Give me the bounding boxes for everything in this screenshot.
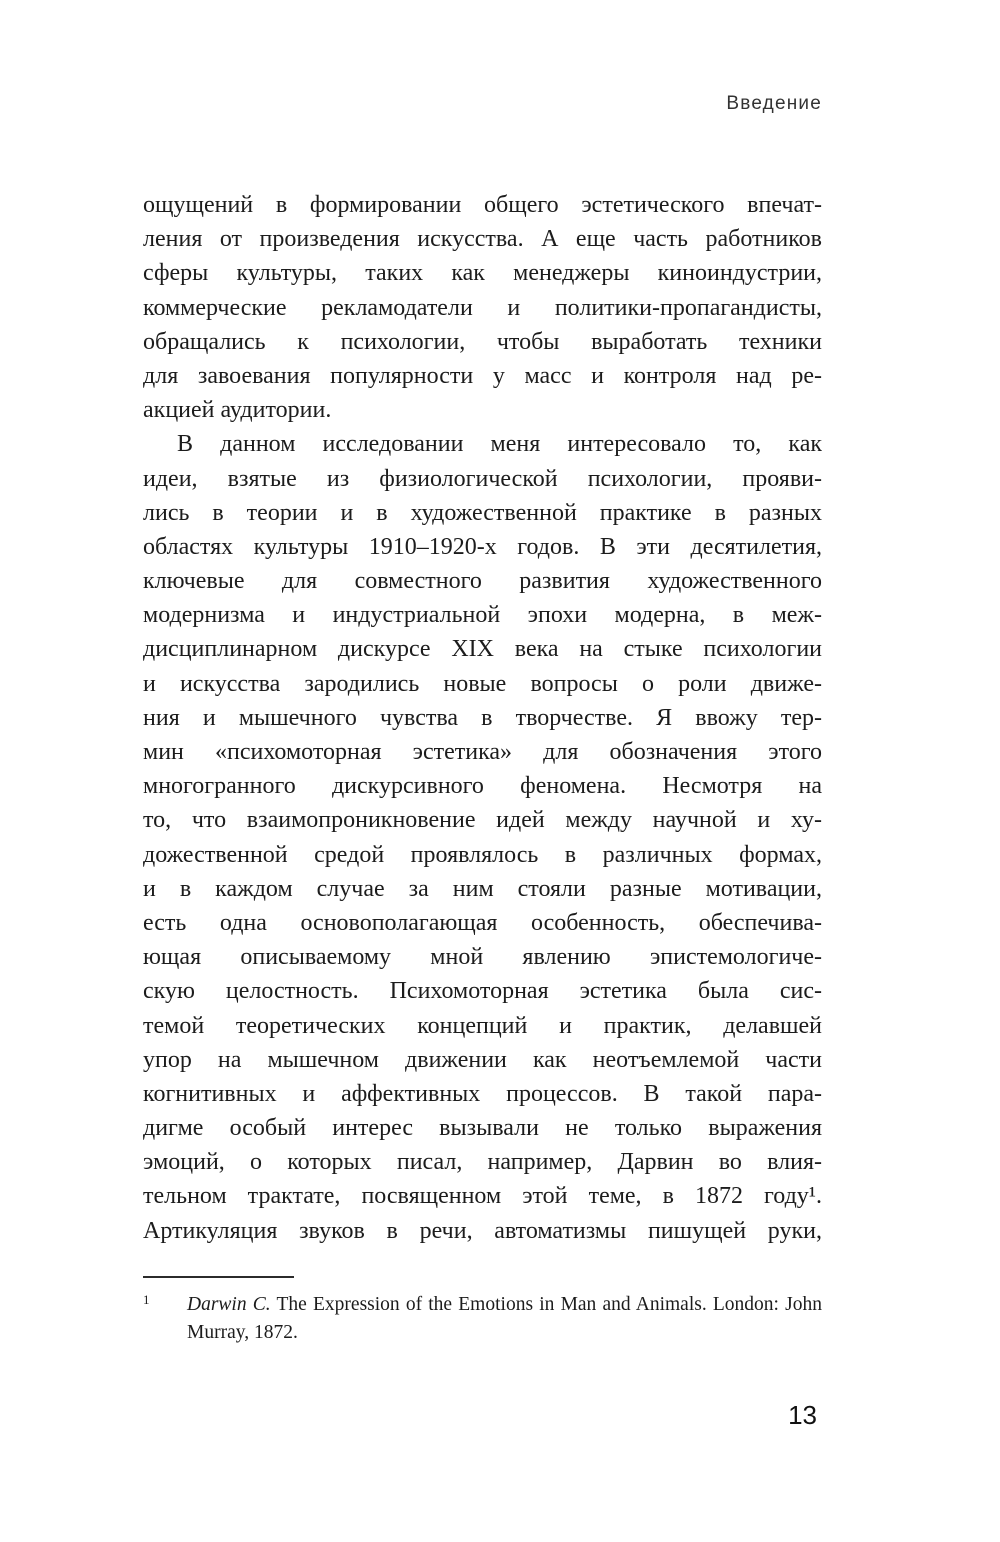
text-line: многогранного дискурсивного феномена. Несмотря на <box>143 773 822 800</box>
text-line: дигме особый интерес вызывали не только выражения <box>143 1115 822 1142</box>
text-line: ющая описываемому мной явлению эпистемологиче- <box>143 944 822 971</box>
text-line: дожественной средой проявлялось в различных формах, <box>143 841 822 868</box>
text-line: коммерческие рекламодатели и политики-пропагандисты, <box>143 294 822 321</box>
text-line: то, что взаимопроникновение идей между научной и ху- <box>143 807 822 834</box>
paragraph <box>143 427 822 1248</box>
page-number: 13 <box>788 1400 817 1430</box>
text-line: ключевые для совместного развития художественного <box>143 568 822 595</box>
paragraph <box>143 188 822 427</box>
text-line: эмоций, о которых писал, например, Дарвин во влия- <box>143 1149 822 1176</box>
text-line: Артикуляция звуков в речи, автоматизмы пишущей руки, <box>143 1217 822 1244</box>
text-line: областях культуры 1910–1920-х годов. В эти десятилетия, <box>143 533 822 560</box>
text-line: мин «психомоторная эстетика» для обозначения этого <box>143 739 822 765</box>
text-line: для завоевания популярности у масс и контроля над ре- <box>143 362 822 389</box>
footnote-marker: 1 <box>143 1292 150 1307</box>
footnote <box>143 1291 822 1346</box>
footnote-reference: The Expression of the Emotions in Man and Animals. London: John Murray, 1872. <box>187 1294 822 1343</box>
text-line: ния и мышечного чувства в творчестве. Я ввожу тер- <box>143 704 822 731</box>
text-line: темой теоретических концепций и практик, делавшей <box>143 1012 822 1039</box>
text-line: ления от произведения искусства. А еще часть работников <box>143 226 822 253</box>
text-line: В данном исследовании меня интересовало то, как <box>177 431 822 458</box>
text-line: тельном трактате, посвященном этой теме, в 1872 году¹. <box>143 1183 822 1210</box>
text-line: и в каждом случае за ним стояли разные мотивации, <box>143 875 822 902</box>
text-line: ощущений в формировании общего эстетического впечат- <box>143 192 822 218</box>
footnote-rule <box>143 1276 294 1278</box>
text-line: обращались к психологии, чтобы выработать техники <box>143 328 822 355</box>
text-line: сферы культуры, таких как менеджеры киноиндустрии, <box>143 260 822 287</box>
text-line: скую целостность. Психомоторная эстетика была сис- <box>143 978 822 1005</box>
footnote-text <box>187 1291 822 1346</box>
text-line: идеи, взятые из физиологической психологии, прояви- <box>143 465 822 492</box>
running-header: Введение <box>726 93 822 114</box>
text-line: когнитивных и аффективных процессов. В такой пара- <box>143 1080 822 1107</box>
footnote-author: Darwin C. <box>187 1294 271 1315</box>
text-line: есть одна основополагающая особенность, обеспечива- <box>143 909 822 936</box>
body-text <box>143 188 822 1248</box>
text-line: лись в теории и в художественной практике в разных <box>143 499 822 526</box>
text-line: модернизма и индустриальной эпохи модерна, в меж- <box>143 602 822 629</box>
text-line: акцией аудитории. <box>143 397 332 424</box>
text-line: дисциплинарном дискурсе XIX века на стыке психологии <box>143 636 822 663</box>
text-line: упор на мышечном движении как неотъемлемой части <box>143 1046 822 1073</box>
text-line: и искусства зародились новые вопросы о роли движе- <box>143 670 822 697</box>
